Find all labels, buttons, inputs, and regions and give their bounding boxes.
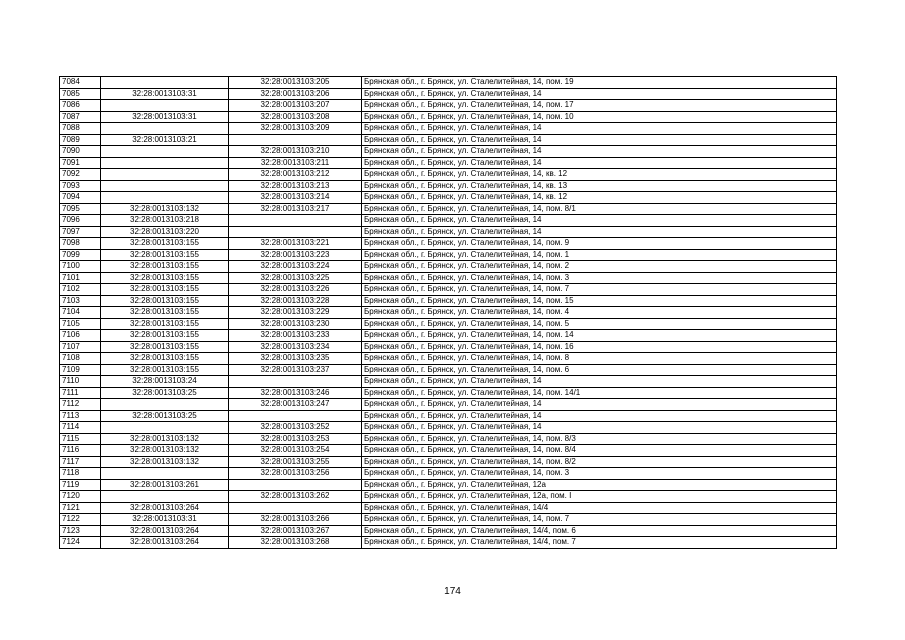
table-row <box>60 445 837 457</box>
parent-cadastral-number-cell: 32:28:0013103:155 <box>101 249 229 261</box>
row-number-cell: 7111 <box>60 387 101 399</box>
parent-cadastral-number-cell <box>101 180 229 192</box>
address-cell: Брянская обл., г. Брянск, ул. Сталелитейная, 14 <box>362 399 837 411</box>
address-cell: Брянская обл., г. Брянск, ул. Сталелитейная, 14 <box>362 146 837 158</box>
cadastral-number-cell: 32:28:0013103:225 <box>229 272 362 284</box>
address-cell: Брянская обл., г. Брянск, ул. Сталелитейная, 14, кв. 12 <box>362 192 837 204</box>
address-cell: Брянская обл., г. Брянск, ул. Сталелитейная, 14 <box>362 215 837 227</box>
cadastral-number-cell: 32:28:0013103:210 <box>229 146 362 158</box>
parent-cadastral-number-cell <box>101 491 229 503</box>
cadastral-number-cell: 32:28:0013103:209 <box>229 123 362 135</box>
address-cell: Брянская обл., г. Брянск, ул. Сталелитейная, 14 <box>362 157 837 169</box>
row-number-cell: 7121 <box>60 502 101 514</box>
address-cell: Брянская обл., г. Брянск, ул. Сталелитейная, 14, пом. 8 <box>362 353 837 365</box>
address-cell: Брянская обл., г. Брянск, ул. Сталелитейная, 14/4, пом. 6 <box>362 525 837 537</box>
address-cell: Брянская обл., г. Брянск, ул. Сталелитейная, 14, пом. 16 <box>362 341 837 353</box>
cadastral-number-cell: 32:28:0013103:256 <box>229 468 362 480</box>
table-row <box>60 272 837 284</box>
table-row <box>60 387 837 399</box>
row-number-cell: 7093 <box>60 180 101 192</box>
table-row <box>60 468 837 480</box>
row-number-cell: 7114 <box>60 422 101 434</box>
row-number-cell: 7122 <box>60 514 101 526</box>
parent-cadastral-number-cell: 32:28:0013103:155 <box>101 238 229 250</box>
table-row <box>60 456 837 468</box>
row-number-cell: 7098 <box>60 238 101 250</box>
parent-cadastral-number-cell: 32:28:0013103:31 <box>101 111 229 123</box>
table-row <box>60 341 837 353</box>
parent-cadastral-number-cell: 32:28:0013103:218 <box>101 215 229 227</box>
cadastral-number-cell: 32:28:0013103:246 <box>229 387 362 399</box>
address-cell: Брянская обл., г. Брянск, ул. Сталелитейная, 14, пом. 8/3 <box>362 433 837 445</box>
row-number-cell: 7124 <box>60 537 101 549</box>
cadastral-number-cell: 32:28:0013103:212 <box>229 169 362 181</box>
parent-cadastral-number-cell <box>101 100 229 112</box>
page-number: 174 <box>444 586 461 597</box>
table-row <box>60 249 837 261</box>
parent-cadastral-number-cell: 32:28:0013103:155 <box>101 272 229 284</box>
table-row <box>60 295 837 307</box>
cadastral-number-cell: 32:28:0013103:237 <box>229 364 362 376</box>
parent-cadastral-number-cell: 32:28:0013103:155 <box>101 307 229 319</box>
row-number-cell: 7107 <box>60 341 101 353</box>
row-number-cell: 7108 <box>60 353 101 365</box>
table-row <box>60 100 837 112</box>
cadastral-number-cell: 32:28:0013103:234 <box>229 341 362 353</box>
address-cell: Брянская обл., г. Брянск, ул. Сталелитейная, 14, пом. 3 <box>362 468 837 480</box>
row-number-cell: 7117 <box>60 456 101 468</box>
cadastral-number-cell: 32:28:0013103:254 <box>229 445 362 457</box>
table-row <box>60 192 837 204</box>
row-number-cell: 7091 <box>60 157 101 169</box>
parent-cadastral-number-cell: 32:28:0013103:264 <box>101 502 229 514</box>
row-number-cell: 7084 <box>60 77 101 89</box>
parent-cadastral-number-cell: 32:28:0013103:132 <box>101 445 229 457</box>
row-number-cell: 7104 <box>60 307 101 319</box>
parent-cadastral-number-cell: 32:28:0013103:264 <box>101 537 229 549</box>
parent-cadastral-number-cell: 32:28:0013103:220 <box>101 226 229 238</box>
table-row <box>60 284 837 296</box>
address-cell: Брянская обл., г. Брянск, ул. Сталелитейная, 14, пом. 4 <box>362 307 837 319</box>
address-cell: Брянская обл., г. Брянск, ул. Сталелитейная, 14, пом. 3 <box>362 272 837 284</box>
parent-cadastral-number-cell: 32:28:0013103:155 <box>101 284 229 296</box>
parent-cadastral-number-cell: 32:28:0013103:25 <box>101 387 229 399</box>
table-row <box>60 330 837 342</box>
parent-cadastral-number-cell: 32:28:0013103:25 <box>101 410 229 422</box>
table-row <box>60 180 837 192</box>
cadastral-number-cell: 32:28:0013103:233 <box>229 330 362 342</box>
table-row <box>60 238 837 250</box>
parent-cadastral-number-cell <box>101 399 229 411</box>
table-row <box>60 422 837 434</box>
table-row <box>60 261 837 273</box>
row-number-cell: 7101 <box>60 272 101 284</box>
address-cell: Брянская обл., г. Брянск, ул. Сталелитейная, 14 <box>362 410 837 422</box>
parent-cadastral-number-cell: 32:28:0013103:21 <box>101 134 229 146</box>
row-number-cell: 7105 <box>60 318 101 330</box>
parent-cadastral-number-cell: 32:28:0013103:24 <box>101 376 229 388</box>
row-number-cell: 7089 <box>60 134 101 146</box>
cadastral-number-cell <box>229 134 362 146</box>
parent-cadastral-number-cell: 32:28:0013103:31 <box>101 88 229 100</box>
cadastral-number-cell: 32:28:0013103:228 <box>229 295 362 307</box>
table-row <box>60 307 837 319</box>
address-cell: Брянская обл., г. Брянск, ул. Сталелитейная, 14, пом. 8/1 <box>362 203 837 215</box>
row-number-cell: 7096 <box>60 215 101 227</box>
table-row <box>60 364 837 376</box>
parent-cadastral-number-cell: 32:28:0013103:155 <box>101 261 229 273</box>
address-cell: Брянская обл., г. Брянск, ул. Сталелитейная, 14, пом. 2 <box>362 261 837 273</box>
cadastral-number-cell <box>229 502 362 514</box>
table-row <box>60 514 837 526</box>
address-cell: Брянская обл., г. Брянск, ул. Сталелитейная, 14, пом. 14 <box>362 330 837 342</box>
address-cell: Брянская обл., г. Брянск, ул. Сталелитейная, 14, пом. 14/1 <box>362 387 837 399</box>
table-row <box>60 226 837 238</box>
cadastral-number-cell: 32:28:0013103:208 <box>229 111 362 123</box>
table-row <box>60 433 837 445</box>
cadastral-number-cell: 32:28:0013103:255 <box>229 456 362 468</box>
address-cell: Брянская обл., г. Брянск, ул. Сталелитейная, 14, пом. 19 <box>362 77 837 89</box>
row-number-cell: 7097 <box>60 226 101 238</box>
row-number-cell: 7102 <box>60 284 101 296</box>
parent-cadastral-number-cell <box>101 169 229 181</box>
address-cell: Брянская обл., г. Брянск, ул. Сталелитейная, 14 <box>362 123 837 135</box>
address-cell: Брянская обл., г. Брянск, ул. Сталелитейная, 14, пом. 10 <box>362 111 837 123</box>
table-row <box>60 491 837 503</box>
parent-cadastral-number-cell <box>101 123 229 135</box>
cadastral-number-cell: 32:28:0013103:213 <box>229 180 362 192</box>
row-number-cell: 7085 <box>60 88 101 100</box>
table-row <box>60 123 837 135</box>
row-number-cell: 7123 <box>60 525 101 537</box>
cadastral-number-cell <box>229 376 362 388</box>
row-number-cell: 7118 <box>60 468 101 480</box>
cadastral-number-cell: 32:28:0013103:221 <box>229 238 362 250</box>
row-number-cell: 7116 <box>60 445 101 457</box>
cadastral-number-cell: 32:28:0013103:235 <box>229 353 362 365</box>
address-cell: Брянская обл., г. Брянск, ул. Сталелитейная, 14 <box>362 422 837 434</box>
address-cell: Брянская обл., г. Брянск, ул. Сталелитейная, 14/4, пом. 7 <box>362 537 837 549</box>
parent-cadastral-number-cell: 32:28:0013103:155 <box>101 364 229 376</box>
parent-cadastral-number-cell: 32:28:0013103:132 <box>101 203 229 215</box>
address-cell: Брянская обл., г. Брянск, ул. Сталелитейная, 12а, пом. I <box>362 491 837 503</box>
cadastral-number-cell: 32:28:0013103:223 <box>229 249 362 261</box>
cadastral-number-cell: 32:28:0013103:214 <box>229 192 362 204</box>
parent-cadastral-number-cell: 32:28:0013103:31 <box>101 514 229 526</box>
row-number-cell: 7095 <box>60 203 101 215</box>
row-number-cell: 7087 <box>60 111 101 123</box>
cadastral-number-cell: 32:28:0013103:206 <box>229 88 362 100</box>
cadastral-number-cell: 32:28:0013103:205 <box>229 77 362 89</box>
parent-cadastral-number-cell <box>101 77 229 89</box>
cadastral-number-cell <box>229 226 362 238</box>
address-cell: Брянская обл., г. Брянск, ул. Сталелитейная, 14 <box>362 376 837 388</box>
cadastral-number-cell: 32:28:0013103:217 <box>229 203 362 215</box>
address-cell: Брянская обл., г. Брянск, ул. Сталелитейная, 12а <box>362 479 837 491</box>
table-row <box>60 203 837 215</box>
row-number-cell: 7099 <box>60 249 101 261</box>
row-number-cell: 7092 <box>60 169 101 181</box>
parent-cadastral-number-cell: 32:28:0013103:155 <box>101 318 229 330</box>
address-cell: Брянская обл., г. Брянск, ул. Сталелитейная, 14, кв. 12 <box>362 169 837 181</box>
table-row <box>60 318 837 330</box>
cadastral-number-cell: 32:28:0013103:253 <box>229 433 362 445</box>
row-number-cell: 7110 <box>60 376 101 388</box>
table-row <box>60 399 837 411</box>
table-row <box>60 215 837 227</box>
address-cell: Брянская обл., г. Брянск, ул. Сталелитейная, 14 <box>362 226 837 238</box>
cadastral-number-cell <box>229 479 362 491</box>
row-number-cell: 7106 <box>60 330 101 342</box>
parent-cadastral-number-cell <box>101 146 229 158</box>
address-cell: Брянская обл., г. Брянск, ул. Сталелитейная, 14, пом. 15 <box>362 295 837 307</box>
parent-cadastral-number-cell <box>101 422 229 434</box>
cadastral-number-cell: 32:28:0013103:247 <box>229 399 362 411</box>
cadastral-number-cell: 32:28:0013103:224 <box>229 261 362 273</box>
cadastral-number-cell: 32:28:0013103:262 <box>229 491 362 503</box>
table-row <box>60 146 837 158</box>
table-row <box>60 157 837 169</box>
address-cell: Брянская обл., г. Брянск, ул. Сталелитейная, 14, пом. 9 <box>362 238 837 250</box>
address-cell: Брянская обл., г. Брянск, ул. Сталелитейная, 14/4 <box>362 502 837 514</box>
address-cell: Брянская обл., г. Брянск, ул. Сталелитейная, 14, пом. 7 <box>362 284 837 296</box>
cadastral-number-cell <box>229 410 362 422</box>
table-row <box>60 77 837 89</box>
table-body <box>60 77 837 549</box>
cadastral-number-cell: 32:28:0013103:230 <box>229 318 362 330</box>
table-row <box>60 376 837 388</box>
table-row <box>60 353 837 365</box>
parent-cadastral-number-cell: 32:28:0013103:155 <box>101 295 229 307</box>
parent-cadastral-number-cell: 32:28:0013103:155 <box>101 330 229 342</box>
table-row <box>60 111 837 123</box>
table-row <box>60 134 837 146</box>
row-number-cell: 7090 <box>60 146 101 158</box>
row-number-cell: 7086 <box>60 100 101 112</box>
parent-cadastral-number-cell: 32:28:0013103:261 <box>101 479 229 491</box>
cadastral-number-cell: 32:28:0013103:252 <box>229 422 362 434</box>
row-number-cell: 7113 <box>60 410 101 422</box>
table-row <box>60 169 837 181</box>
row-number-cell: 7088 <box>60 123 101 135</box>
address-cell: Брянская обл., г. Брянск, ул. Сталелитейная, 14, пом. 7 <box>362 514 837 526</box>
parent-cadastral-number-cell <box>101 192 229 204</box>
parent-cadastral-number-cell: 32:28:0013103:132 <box>101 433 229 445</box>
address-cell: Брянская обл., г. Брянск, ул. Сталелитейная, 14 <box>362 88 837 100</box>
row-number-cell: 7112 <box>60 399 101 411</box>
parent-cadastral-number-cell: 32:28:0013103:155 <box>101 353 229 365</box>
address-cell: Брянская обл., г. Брянск, ул. Сталелитейная, 14, пом. 8/4 <box>362 445 837 457</box>
row-number-cell: 7103 <box>60 295 101 307</box>
row-number-cell: 7115 <box>60 433 101 445</box>
address-cell: Брянская обл., г. Брянск, ул. Сталелитейная, 14, пом. 5 <box>362 318 837 330</box>
cadastral-number-cell: 32:28:0013103:226 <box>229 284 362 296</box>
cadastral-number-cell <box>229 215 362 227</box>
parent-cadastral-number-cell: 32:28:0013103:132 <box>101 456 229 468</box>
parent-cadastral-number-cell: 32:28:0013103:264 <box>101 525 229 537</box>
address-cell: Брянская обл., г. Брянск, ул. Сталелитейная, 14 <box>362 134 837 146</box>
cadastral-number-cell: 32:28:0013103:207 <box>229 100 362 112</box>
table-row <box>60 410 837 422</box>
address-cell: Брянская обл., г. Брянск, ул. Сталелитейная, 14, пом. 1 <box>362 249 837 261</box>
row-number-cell: 7100 <box>60 261 101 273</box>
cadastral-registry-table <box>59 76 837 549</box>
table-row <box>60 537 837 549</box>
row-number-cell: 7109 <box>60 364 101 376</box>
parent-cadastral-number-cell <box>101 468 229 480</box>
table-row <box>60 525 837 537</box>
row-number-cell: 7094 <box>60 192 101 204</box>
table-row <box>60 88 837 100</box>
cadastral-number-cell: 32:28:0013103:266 <box>229 514 362 526</box>
table-row <box>60 502 837 514</box>
row-number-cell: 7119 <box>60 479 101 491</box>
address-cell: Брянская обл., г. Брянск, ул. Сталелитейная, 14, кв. 13 <box>362 180 837 192</box>
address-cell: Брянская обл., г. Брянск, ул. Сталелитейная, 14, пом. 8/2 <box>362 456 837 468</box>
row-number-cell: 7120 <box>60 491 101 503</box>
address-cell: Брянская обл., г. Брянск, ул. Сталелитейная, 14, пом. 6 <box>362 364 837 376</box>
parent-cadastral-number-cell <box>101 157 229 169</box>
parent-cadastral-number-cell: 32:28:0013103:155 <box>101 341 229 353</box>
cadastral-number-cell: 32:28:0013103:211 <box>229 157 362 169</box>
address-cell: Брянская обл., г. Брянск, ул. Сталелитейная, 14, пом. 17 <box>362 100 837 112</box>
table-row <box>60 479 837 491</box>
cadastral-number-cell: 32:28:0013103:267 <box>229 525 362 537</box>
cadastral-number-cell: 32:28:0013103:229 <box>229 307 362 319</box>
cadastral-number-cell: 32:28:0013103:268 <box>229 537 362 549</box>
